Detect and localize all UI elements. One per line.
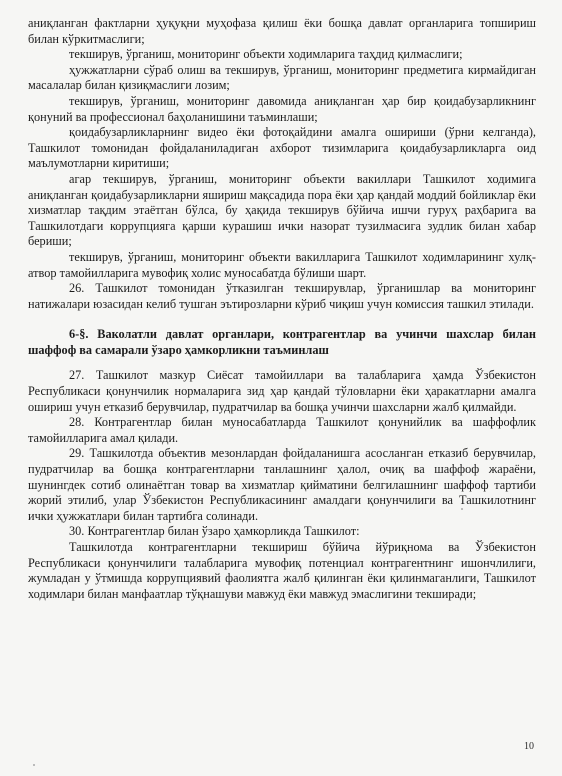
paragraph: Ташкилотда контрагентларни текшириш бўйича йўриқнома ва Ўзбекистон Республикаси қонунчилиги талабларига мувофиқ потенциал контрагентнинг ишончлилиги, жумладан у ўтмишда коррупциявий фаолиятга жалб қилинган ёки қилинмаганлиги, Ташкилот ходимлари билан манфаатлар тўқнашуви мавжуд ёки мавжуд эмаслигини текширади; — [28, 540, 536, 601]
paragraph: агар текширув, ўрганиш, мониторинг объекти вакиллари Ташкилот ходимига аниқланган қоидабузарликларни яшириш мақсадида пора ёки ҳар қандай моддий бойликлар ёки хизматлар тақдим этаётган бўлса, бу ҳақида текширув бўйича ишчи гуруҳ раҳбарига ва Ташкилотдаги коррупцияга қарши курашиш ички назорат тузилмасига зудлик билан хабар бериши; — [28, 171, 536, 249]
paragraph: текширув, ўрганиш, мониторинг давомида аниқланган ҳар бир қоидабузарликнинг қонуний ва профессионал баҳоланишини таъминлаши; — [28, 93, 536, 124]
paragraph: текширув, ўрганиш, мониторинг объекти ходимларига таҳдид қилмаслиги; — [69, 47, 463, 62]
paragraph: 29. Ташкилотда объектив мезонлардан фойдаланишга асосланган етказиб берувчилар, пудратчилар ва бошқа контрагентларни танлашнинг ҳалол, очиқ ва шаффоф жараёни, шунингдек сотиб олинаётган товар ва хизматлар қийматини белгилашнинг шаффоф тартиби жорий этилиб, улар Ўзбекистон Республикасининг амалдаги қонунчилиги ва Ташкилотнинг ички ҳужжатлари билан тартибга солинади. — [28, 446, 536, 523]
paragraph: қоидабузарликларнинг видео ёки фотоқайдини амалга ошириши (ўрни келганда), Ташкилот томонидан фойдаланиладиган ахборот тизимларига қоидабузарликларга оид маълумотларни киритиши; — [28, 125, 536, 171]
page-number: 10 — [524, 741, 534, 752]
paragraph: 27. Ташкилот мазкур Сиёсат тамойиллари ва талабларига ҳамда Ўзбекистон Республикаси қонунчилик нормаларига зид ҳар қандай тўловларни ёки ҳаракатларни амалга ошириш учун етказиб берувчилар, пудратчилар ва бошқа учинчи шахсларни жалб қилмайди. — [28, 368, 536, 414]
scan-speck — [33, 764, 35, 766]
paragraph: 26. Ташкилот томонидан ўтказилган текширувлар, ўрганишлар ва мониторинг натижалари юзасидан келиб тушган эътирозларни кўриб чиқиш учун комиссия ташкил этилади. — [28, 281, 536, 311]
document-body — [28, 16, 536, 602]
section-heading: 6-§. Ваколатли давлат органлари, контрагентлар ва учинчи шахслар билан шаффоф ва самарали ўзаро ҳамкорликни таъминлаш — [28, 327, 536, 357]
scan-speck — [461, 508, 463, 510]
paragraph: 28. Контрагентлар билан муносабатларда Ташкилот қонунийлик ва шаффофлик тамойилларига амал қилади. — [28, 415, 536, 445]
paragraph: 30. Контрагентлар билан ўзаро ҳамкорликда Ташкилот: — [69, 524, 360, 539]
paragraph: текширув, ўрганиш, мониторинг объекти вакилларига Ташкилот ходимларининг хулқ-атвор тамойилларига мувофиқ холис муносабатда бўлиши шарт. — [28, 249, 536, 280]
paragraph: ҳужжатларни сўраб олиш ва текширув, ўрганиш, мониторинг предметига кирмайдиган масалалар билан қизиқмаслиги лозим; — [28, 62, 536, 93]
paragraph: аниқланган фактларни ҳуқуқни муҳофаза қилиш ёки бошқа давлат органларига топшириш билан кўркитмаслиги; — [28, 16, 536, 46]
